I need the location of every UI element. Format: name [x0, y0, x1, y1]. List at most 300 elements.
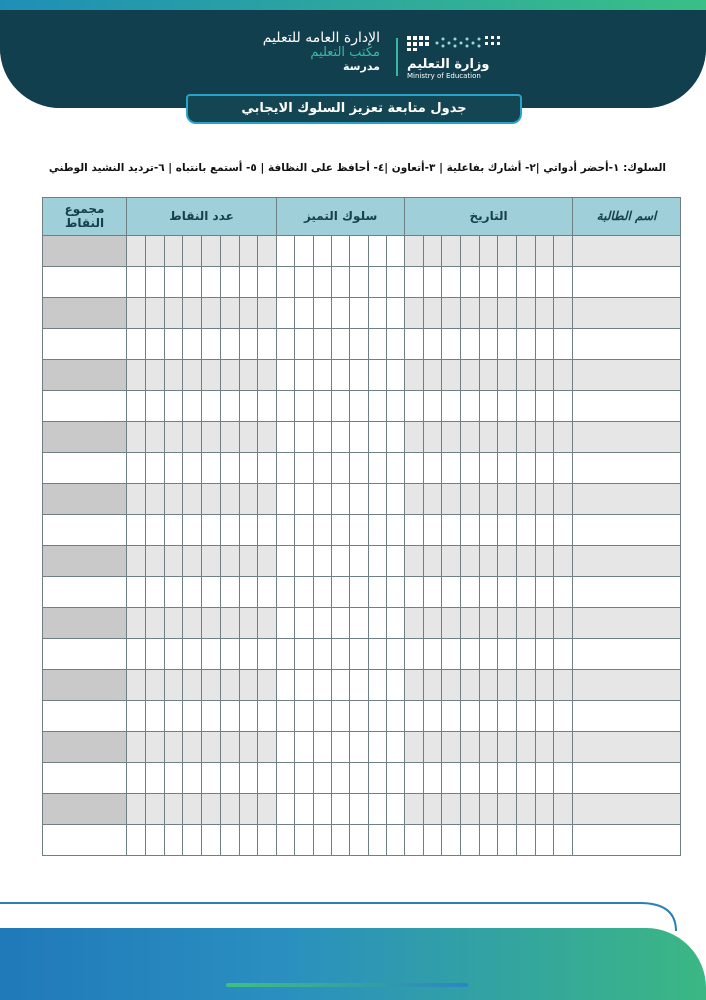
behavior-cell[interactable] [295, 639, 313, 670]
points-cell[interactable] [127, 546, 146, 577]
behavior-cell[interactable] [368, 453, 386, 484]
behavior-cell[interactable] [350, 546, 368, 577]
points-cell[interactable] [258, 546, 277, 577]
points-cell[interactable] [183, 794, 202, 825]
points-cell[interactable] [239, 298, 258, 329]
behavior-cell[interactable] [350, 422, 368, 453]
points-cell[interactable] [164, 236, 183, 267]
date-cell[interactable] [442, 298, 461, 329]
points-cell[interactable] [220, 391, 239, 422]
date-cell[interactable] [442, 267, 461, 298]
date-cell[interactable] [423, 329, 442, 360]
points-cell[interactable] [202, 329, 221, 360]
date-cell[interactable] [535, 670, 554, 701]
date-cell[interactable] [535, 298, 554, 329]
date-cell[interactable] [517, 391, 536, 422]
points-cell[interactable] [145, 577, 164, 608]
points-cell[interactable] [258, 732, 277, 763]
date-cell[interactable] [554, 236, 573, 267]
behavior-cell[interactable] [313, 670, 331, 701]
date-cell[interactable] [535, 794, 554, 825]
student-name-cell[interactable] [573, 608, 681, 639]
behavior-cell[interactable] [277, 670, 295, 701]
points-cell[interactable] [202, 763, 221, 794]
behavior-cell[interactable] [331, 391, 349, 422]
total-points-cell[interactable] [43, 825, 127, 856]
date-cell[interactable] [498, 298, 517, 329]
behavior-cell[interactable] [277, 577, 295, 608]
behavior-cell[interactable] [368, 825, 386, 856]
points-cell[interactable] [220, 329, 239, 360]
behavior-cell[interactable] [313, 453, 331, 484]
date-cell[interactable] [461, 639, 480, 670]
student-name-cell[interactable] [573, 391, 681, 422]
date-cell[interactable] [461, 484, 480, 515]
behavior-cell[interactable] [295, 763, 313, 794]
date-cell[interactable] [442, 763, 461, 794]
behavior-cell[interactable] [386, 732, 404, 763]
behavior-cell[interactable] [295, 453, 313, 484]
behavior-cell[interactable] [331, 701, 349, 732]
behavior-cell[interactable] [350, 360, 368, 391]
date-cell[interactable] [461, 670, 480, 701]
points-cell[interactable] [164, 546, 183, 577]
behavior-cell[interactable] [313, 608, 331, 639]
date-cell[interactable] [498, 515, 517, 546]
total-points-cell[interactable] [43, 360, 127, 391]
date-cell[interactable] [498, 360, 517, 391]
date-cell[interactable] [423, 794, 442, 825]
date-cell[interactable] [498, 422, 517, 453]
points-cell[interactable] [183, 391, 202, 422]
behavior-cell[interactable] [313, 391, 331, 422]
points-cell[interactable] [258, 360, 277, 391]
date-cell[interactable] [423, 298, 442, 329]
date-cell[interactable] [423, 639, 442, 670]
date-cell[interactable] [442, 794, 461, 825]
date-cell[interactable] [479, 267, 498, 298]
date-cell[interactable] [405, 763, 424, 794]
date-cell[interactable] [554, 825, 573, 856]
date-cell[interactable] [405, 732, 424, 763]
date-cell[interactable] [517, 577, 536, 608]
behavior-cell[interactable] [277, 422, 295, 453]
behavior-cell[interactable] [331, 608, 349, 639]
behavior-cell[interactable] [368, 484, 386, 515]
date-cell[interactable] [405, 794, 424, 825]
student-name-cell[interactable] [573, 484, 681, 515]
points-cell[interactable] [258, 422, 277, 453]
behavior-cell[interactable] [295, 329, 313, 360]
date-cell[interactable] [423, 701, 442, 732]
points-cell[interactable] [202, 360, 221, 391]
date-cell[interactable] [405, 546, 424, 577]
date-cell[interactable] [498, 701, 517, 732]
points-cell[interactable] [183, 670, 202, 701]
total-points-cell[interactable] [43, 670, 127, 701]
points-cell[interactable] [164, 763, 183, 794]
behavior-cell[interactable] [295, 422, 313, 453]
behavior-cell[interactable] [331, 298, 349, 329]
behavior-cell[interactable] [350, 298, 368, 329]
date-cell[interactable] [498, 608, 517, 639]
total-points-cell[interactable] [43, 422, 127, 453]
points-cell[interactable] [164, 484, 183, 515]
student-name-cell[interactable] [573, 825, 681, 856]
points-cell[interactable] [258, 608, 277, 639]
date-cell[interactable] [479, 825, 498, 856]
points-cell[interactable] [127, 515, 146, 546]
points-cell[interactable] [127, 453, 146, 484]
date-cell[interactable] [405, 236, 424, 267]
behavior-cell[interactable] [386, 329, 404, 360]
behavior-cell[interactable] [277, 732, 295, 763]
behavior-cell[interactable] [386, 608, 404, 639]
behavior-cell[interactable] [313, 236, 331, 267]
behavior-cell[interactable] [386, 546, 404, 577]
behavior-cell[interactable] [386, 422, 404, 453]
points-cell[interactable] [258, 298, 277, 329]
total-points-cell[interactable] [43, 267, 127, 298]
behavior-cell[interactable] [368, 267, 386, 298]
points-cell[interactable] [164, 577, 183, 608]
student-name-cell[interactable] [573, 732, 681, 763]
date-cell[interactable] [535, 732, 554, 763]
date-cell[interactable] [442, 608, 461, 639]
date-cell[interactable] [405, 701, 424, 732]
behavior-cell[interactable] [350, 236, 368, 267]
date-cell[interactable] [517, 701, 536, 732]
points-cell[interactable] [145, 794, 164, 825]
total-points-cell[interactable] [43, 577, 127, 608]
points-cell[interactable] [183, 360, 202, 391]
behavior-cell[interactable] [350, 639, 368, 670]
behavior-cell[interactable] [368, 360, 386, 391]
date-cell[interactable] [423, 360, 442, 391]
date-cell[interactable] [554, 453, 573, 484]
behavior-cell[interactable] [331, 794, 349, 825]
date-cell[interactable] [554, 794, 573, 825]
behavior-cell[interactable] [350, 732, 368, 763]
points-cell[interactable] [220, 453, 239, 484]
date-cell[interactable] [535, 267, 554, 298]
date-cell[interactable] [423, 453, 442, 484]
date-cell[interactable] [423, 763, 442, 794]
points-cell[interactable] [127, 391, 146, 422]
student-name-cell[interactable] [573, 453, 681, 484]
points-cell[interactable] [164, 453, 183, 484]
behavior-cell[interactable] [386, 360, 404, 391]
points-cell[interactable] [127, 329, 146, 360]
points-cell[interactable] [164, 391, 183, 422]
points-cell[interactable] [239, 825, 258, 856]
date-cell[interactable] [423, 577, 442, 608]
points-cell[interactable] [183, 608, 202, 639]
behavior-cell[interactable] [386, 639, 404, 670]
points-cell[interactable] [145, 608, 164, 639]
points-cell[interactable] [164, 732, 183, 763]
date-cell[interactable] [442, 236, 461, 267]
behavior-cell[interactable] [277, 267, 295, 298]
total-points-cell[interactable] [43, 732, 127, 763]
behavior-cell[interactable] [313, 794, 331, 825]
points-cell[interactable] [202, 422, 221, 453]
date-cell[interactable] [405, 422, 424, 453]
date-cell[interactable] [498, 639, 517, 670]
points-cell[interactable] [145, 484, 164, 515]
date-cell[interactable] [517, 422, 536, 453]
date-cell[interactable] [442, 825, 461, 856]
date-cell[interactable] [535, 329, 554, 360]
points-cell[interactable] [258, 825, 277, 856]
points-cell[interactable] [220, 546, 239, 577]
points-cell[interactable] [239, 639, 258, 670]
points-cell[interactable] [258, 515, 277, 546]
behavior-cell[interactable] [331, 515, 349, 546]
points-cell[interactable] [127, 732, 146, 763]
behavior-cell[interactable] [313, 484, 331, 515]
date-cell[interactable] [405, 639, 424, 670]
date-cell[interactable] [554, 763, 573, 794]
total-points-cell[interactable] [43, 546, 127, 577]
points-cell[interactable] [202, 732, 221, 763]
behavior-cell[interactable] [277, 329, 295, 360]
total-points-cell[interactable] [43, 763, 127, 794]
behavior-cell[interactable] [368, 236, 386, 267]
points-cell[interactable] [164, 360, 183, 391]
behavior-cell[interactable] [368, 794, 386, 825]
points-cell[interactable] [127, 608, 146, 639]
date-cell[interactable] [442, 670, 461, 701]
points-cell[interactable] [127, 639, 146, 670]
behavior-cell[interactable] [350, 515, 368, 546]
points-cell[interactable] [183, 236, 202, 267]
points-cell[interactable] [220, 763, 239, 794]
behavior-cell[interactable] [313, 515, 331, 546]
points-cell[interactable] [183, 701, 202, 732]
total-points-cell[interactable] [43, 608, 127, 639]
points-cell[interactable] [127, 763, 146, 794]
behavior-cell[interactable] [350, 453, 368, 484]
date-cell[interactable] [461, 608, 480, 639]
date-cell[interactable] [405, 515, 424, 546]
date-cell[interactable] [423, 825, 442, 856]
behavior-cell[interactable] [331, 236, 349, 267]
date-cell[interactable] [535, 701, 554, 732]
points-cell[interactable] [258, 701, 277, 732]
behavior-cell[interactable] [386, 298, 404, 329]
behavior-cell[interactable] [313, 732, 331, 763]
points-cell[interactable] [183, 267, 202, 298]
behavior-cell[interactable] [368, 515, 386, 546]
points-cell[interactable] [127, 360, 146, 391]
behavior-cell[interactable] [277, 825, 295, 856]
date-cell[interactable] [423, 670, 442, 701]
points-cell[interactable] [164, 515, 183, 546]
date-cell[interactable] [442, 546, 461, 577]
total-points-cell[interactable] [43, 639, 127, 670]
date-cell[interactable] [479, 484, 498, 515]
student-name-cell[interactable] [573, 298, 681, 329]
behavior-cell[interactable] [368, 577, 386, 608]
points-cell[interactable] [164, 267, 183, 298]
date-cell[interactable] [535, 577, 554, 608]
date-cell[interactable] [517, 236, 536, 267]
date-cell[interactable] [461, 360, 480, 391]
date-cell[interactable] [535, 453, 554, 484]
date-cell[interactable] [498, 577, 517, 608]
student-name-cell[interactable] [573, 329, 681, 360]
points-cell[interactable] [202, 639, 221, 670]
behavior-cell[interactable] [295, 267, 313, 298]
date-cell[interactable] [461, 329, 480, 360]
total-points-cell[interactable] [43, 794, 127, 825]
date-cell[interactable] [423, 515, 442, 546]
date-cell[interactable] [479, 763, 498, 794]
date-cell[interactable] [479, 546, 498, 577]
points-cell[interactable] [145, 732, 164, 763]
behavior-cell[interactable] [368, 639, 386, 670]
date-cell[interactable] [517, 732, 536, 763]
behavior-cell[interactable] [331, 577, 349, 608]
points-cell[interactable] [145, 763, 164, 794]
date-cell[interactable] [498, 763, 517, 794]
points-cell[interactable] [145, 639, 164, 670]
behavior-cell[interactable] [295, 608, 313, 639]
points-cell[interactable] [220, 267, 239, 298]
points-cell[interactable] [145, 298, 164, 329]
points-cell[interactable] [239, 484, 258, 515]
behavior-cell[interactable] [368, 732, 386, 763]
date-cell[interactable] [554, 639, 573, 670]
points-cell[interactable] [164, 794, 183, 825]
behavior-cell[interactable] [277, 515, 295, 546]
date-cell[interactable] [479, 298, 498, 329]
date-cell[interactable] [554, 422, 573, 453]
behavior-cell[interactable] [295, 298, 313, 329]
points-cell[interactable] [183, 732, 202, 763]
points-cell[interactable] [239, 453, 258, 484]
date-cell[interactable] [535, 825, 554, 856]
date-cell[interactable] [517, 608, 536, 639]
date-cell[interactable] [535, 360, 554, 391]
date-cell[interactable] [498, 453, 517, 484]
date-cell[interactable] [423, 732, 442, 763]
date-cell[interactable] [554, 391, 573, 422]
points-cell[interactable] [202, 546, 221, 577]
date-cell[interactable] [405, 329, 424, 360]
date-cell[interactable] [517, 329, 536, 360]
date-cell[interactable] [554, 267, 573, 298]
date-cell[interactable] [479, 391, 498, 422]
date-cell[interactable] [442, 422, 461, 453]
behavior-cell[interactable] [386, 391, 404, 422]
behavior-cell[interactable] [277, 453, 295, 484]
behavior-cell[interactable] [295, 701, 313, 732]
behavior-cell[interactable] [386, 825, 404, 856]
date-cell[interactable] [517, 484, 536, 515]
points-cell[interactable] [164, 701, 183, 732]
points-cell[interactable] [239, 236, 258, 267]
points-cell[interactable] [183, 422, 202, 453]
date-cell[interactable] [442, 515, 461, 546]
date-cell[interactable] [479, 608, 498, 639]
student-name-cell[interactable] [573, 763, 681, 794]
points-cell[interactable] [202, 701, 221, 732]
points-cell[interactable] [239, 794, 258, 825]
behavior-cell[interactable] [368, 763, 386, 794]
points-cell[interactable] [239, 577, 258, 608]
points-cell[interactable] [145, 670, 164, 701]
student-name-cell[interactable] [573, 422, 681, 453]
date-cell[interactable] [423, 391, 442, 422]
date-cell[interactable] [461, 267, 480, 298]
points-cell[interactable] [127, 825, 146, 856]
date-cell[interactable] [535, 546, 554, 577]
student-name-cell[interactable] [573, 360, 681, 391]
date-cell[interactable] [535, 515, 554, 546]
points-cell[interactable] [220, 360, 239, 391]
date-cell[interactable] [517, 515, 536, 546]
points-cell[interactable] [164, 670, 183, 701]
points-cell[interactable] [183, 546, 202, 577]
points-cell[interactable] [220, 298, 239, 329]
points-cell[interactable] [202, 236, 221, 267]
points-cell[interactable] [183, 453, 202, 484]
behavior-cell[interactable] [277, 391, 295, 422]
points-cell[interactable] [127, 298, 146, 329]
points-cell[interactable] [202, 670, 221, 701]
date-cell[interactable] [461, 546, 480, 577]
points-cell[interactable] [183, 484, 202, 515]
date-cell[interactable] [498, 267, 517, 298]
student-name-cell[interactable] [573, 794, 681, 825]
date-cell[interactable] [405, 670, 424, 701]
points-cell[interactable] [258, 391, 277, 422]
date-cell[interactable] [554, 546, 573, 577]
date-cell[interactable] [405, 484, 424, 515]
behavior-cell[interactable] [295, 732, 313, 763]
points-cell[interactable] [220, 422, 239, 453]
behavior-cell[interactable] [386, 701, 404, 732]
date-cell[interactable] [423, 608, 442, 639]
student-name-cell[interactable] [573, 701, 681, 732]
date-cell[interactable] [479, 422, 498, 453]
date-cell[interactable] [517, 298, 536, 329]
date-cell[interactable] [442, 453, 461, 484]
date-cell[interactable] [554, 608, 573, 639]
behavior-cell[interactable] [313, 360, 331, 391]
date-cell[interactable] [442, 484, 461, 515]
behavior-cell[interactable] [350, 794, 368, 825]
behavior-cell[interactable] [350, 577, 368, 608]
behavior-cell[interactable] [313, 329, 331, 360]
date-cell[interactable] [405, 453, 424, 484]
points-cell[interactable] [145, 267, 164, 298]
date-cell[interactable] [405, 267, 424, 298]
points-cell[interactable] [127, 577, 146, 608]
student-name-cell[interactable] [573, 515, 681, 546]
points-cell[interactable] [220, 701, 239, 732]
points-cell[interactable] [183, 763, 202, 794]
points-cell[interactable] [239, 763, 258, 794]
points-cell[interactable] [239, 608, 258, 639]
points-cell[interactable] [164, 825, 183, 856]
date-cell[interactable] [498, 391, 517, 422]
total-points-cell[interactable] [43, 453, 127, 484]
total-points-cell[interactable] [43, 515, 127, 546]
date-cell[interactable] [554, 701, 573, 732]
